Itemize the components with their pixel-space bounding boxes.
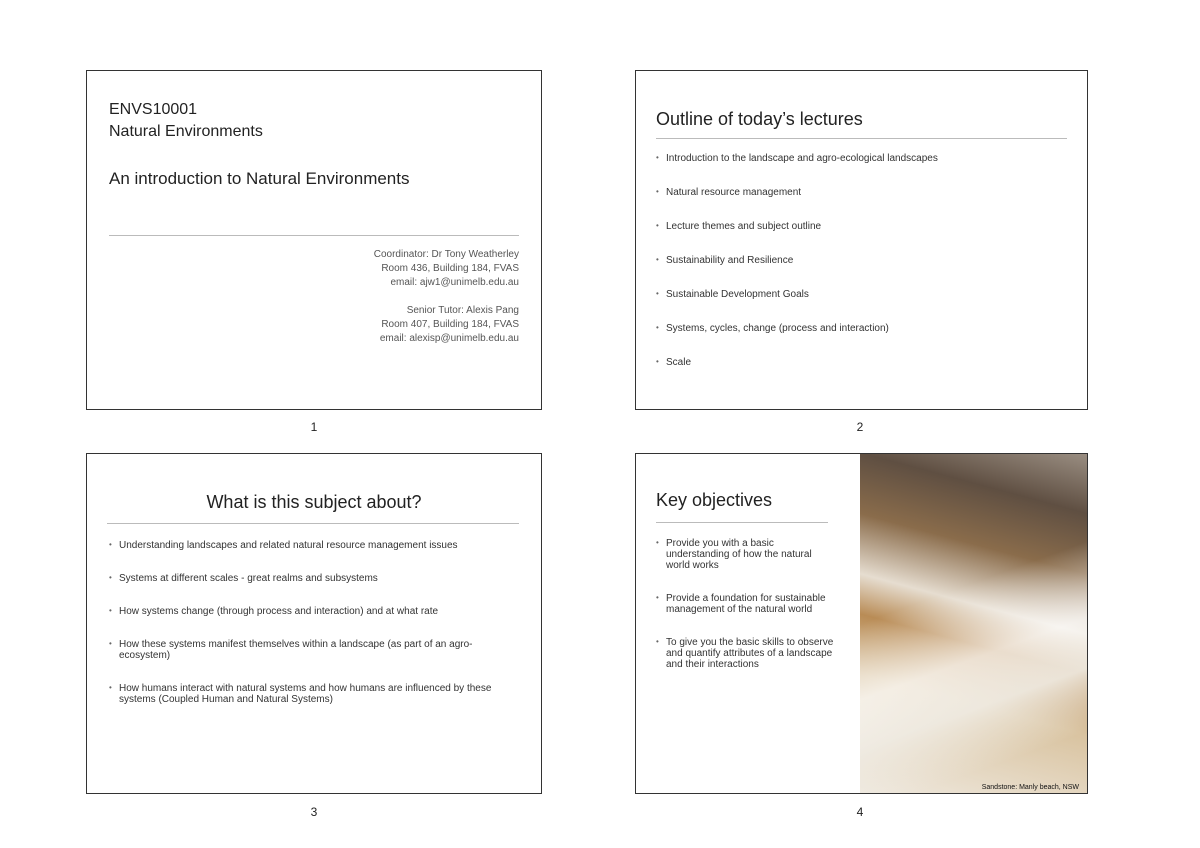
list-item: • Lecture themes and subject outline bbox=[656, 221, 1076, 232]
tutor-email: email: alexisp@unimelb.edu.au bbox=[379, 333, 519, 344]
slide-title: What is this subject about? bbox=[206, 492, 422, 512]
divider bbox=[656, 138, 1067, 139]
slide-title: An introduction to Natural Environments bbox=[109, 169, 410, 188]
course-code: ENVS10001 bbox=[109, 101, 198, 118]
list-item: • How systems change (through process and interaction) and at what rate bbox=[109, 606, 509, 617]
coordinator-info bbox=[374, 248, 519, 290]
bullet-list bbox=[656, 538, 834, 670]
page-number: 3 bbox=[310, 805, 318, 819]
course-name: Natural Environments bbox=[109, 123, 263, 140]
slide-1 bbox=[86, 70, 542, 410]
list-item: • How humans interact with natural systems and how humans are influenced by these systems (Coupled Human and Natural Systems) bbox=[109, 683, 509, 705]
slide-3 bbox=[86, 453, 542, 794]
list-item: • Scale bbox=[656, 357, 1076, 368]
page-number: 2 bbox=[856, 420, 864, 434]
list-item: • Sustainable Development Goals bbox=[656, 289, 1076, 300]
coordinator-room: Room 436, Building 184, FVAS bbox=[381, 263, 519, 274]
tutor-info bbox=[380, 304, 519, 346]
list-item: • Systems, cycles, change (process and interaction) bbox=[656, 323, 1076, 334]
coordinator-email: email: ajw1@unimelb.edu.au bbox=[390, 277, 519, 288]
page-number: 1 bbox=[310, 420, 318, 434]
sandstone-photo bbox=[860, 454, 1088, 794]
coordinator-name: Coordinator: Dr Tony Weatherley bbox=[373, 249, 519, 260]
list-item: • Provide you with a basic understanding of how the natural world works bbox=[656, 538, 834, 571]
divider bbox=[109, 235, 519, 236]
bullet-list bbox=[109, 540, 509, 705]
page-number: 4 bbox=[856, 805, 864, 819]
image-caption: Sandstone: Manly beach, NSW bbox=[981, 784, 1079, 791]
list-item: • Introduction to the landscape and agro-ecological landscapes bbox=[656, 153, 1076, 164]
tutor-name: Senior Tutor: Alexis Pang bbox=[406, 305, 519, 316]
slide-title: Key objectives bbox=[656, 490, 773, 510]
bullet-list bbox=[656, 153, 1076, 368]
list-item: • To give you the basic skills to observe and quantify attributes of a landscape and their interactions bbox=[656, 637, 834, 670]
divider bbox=[656, 522, 828, 523]
list-item: • Sustainability and Resilience bbox=[656, 255, 1076, 266]
list-item: • How these systems manifest themselves within a landscape (as part of an agro-ecosystem) bbox=[109, 639, 509, 661]
slide-title: Outline of today’s lectures bbox=[656, 109, 863, 129]
slide-4 bbox=[635, 453, 1088, 794]
slide-2 bbox=[635, 70, 1088, 410]
tutor-room: Room 407, Building 184, FVAS bbox=[381, 319, 519, 330]
divider bbox=[107, 523, 519, 524]
list-item: • Understanding landscapes and related natural resource management issues bbox=[109, 540, 509, 551]
list-item: • Natural resource management bbox=[656, 187, 1076, 198]
list-item: • Provide a foundation for sustainable management of the natural world bbox=[656, 593, 834, 615]
list-item: • Systems at different scales - great realms and subsystems bbox=[109, 573, 509, 584]
